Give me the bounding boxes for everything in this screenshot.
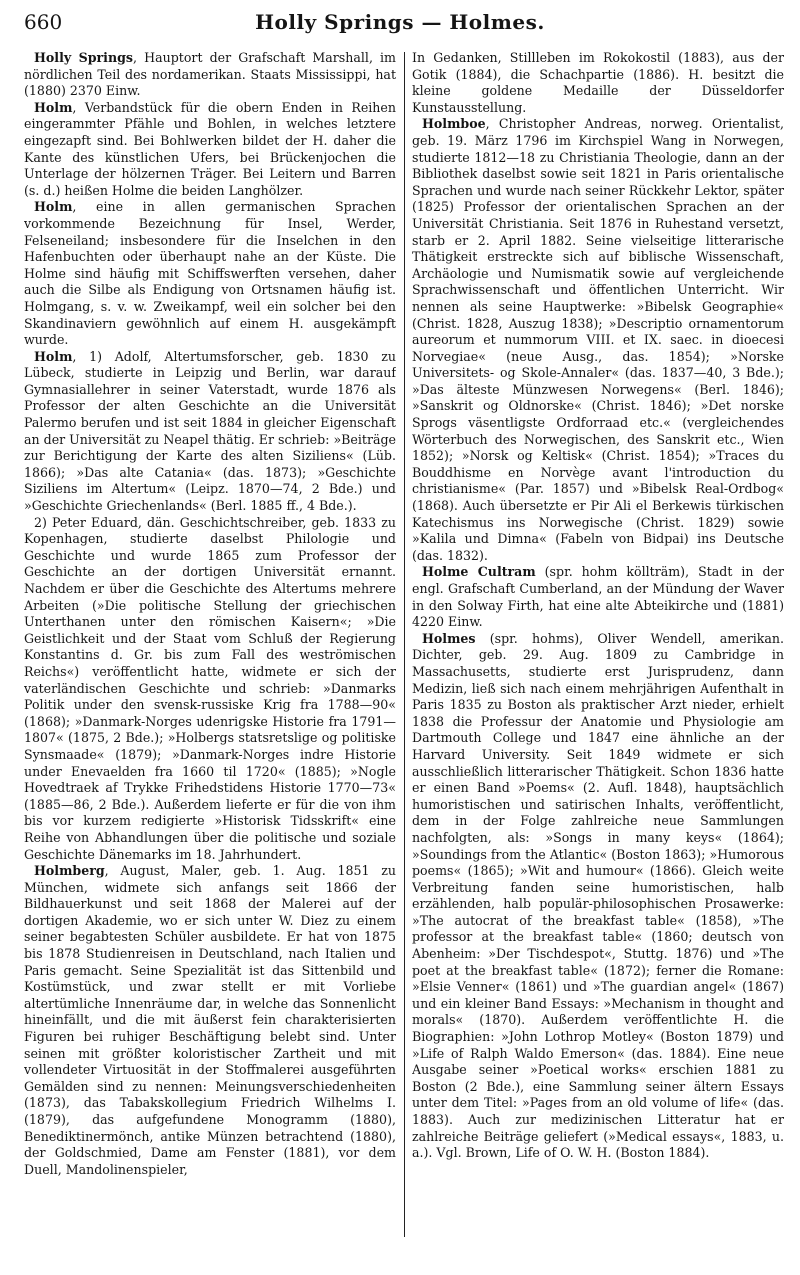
- entry: [24, 100, 396, 200]
- entry-text: (spr. hohms), Oliver Wendell, amerikan. Dichter, geb. 29. Aug. 1809 zu Cambridge in Massachusetts, studierte erst Jurisprudenz, dann Medizin, ließ sich nach einem mehrjährigen Aufenthalt in Paris 1835 zu Boston als praktischer Arzt nieder, erhielt 1838 die Professur der Anatomie und Physiologie am Dartmouth College und 1847 eine ähnliche an der Harvard University. Seit 1849 widmete er sich ausschließlich litterarischer Thätigkeit. Schon 1836 hatte er einen Band »Poems« (2. Aufl. 1848), hauptsächlich humoristischen und satirischen Inhalts, veröffentlicht, dem in der Folge zahlreiche neue Sammlungen nachfolgten, als: »Songs in many keys« (1864); »Soundings from the Atlantic« (Boston 1863); »Humorous poems« (1865); »Wit and humour« (1866). Gleich weite Verbreitung fanden seine humoristischen, halb erzählenden, halb populär-philosophischen Prosawerke: »The autocrat of the breakfast table« (1858), »The professor at the breakfast table« (1860; deutsch von Abenheim: »Der Tischdespot«, Stuttg. 1876) und »The poet at the breakfast table« (1872); ferner die Romane: »Elsie Venner« (1861) und »The guardian angel« (1867) und ein kleiner Band Essays: »Mechanism in thought and morals« (1870). Außerdem veröffentlichte H. die Biographien: »John Lothrop Motley« (Boston 1879) und »Life of Ralph Waldo Emerson« (das. 1884). Eine neue Ausgabe seiner »Poetical works« erschien 1881 zu Boston (2 Bde.), eine Sammlung seiner ältern Essays unter dem Titel: »Pages from an old volume of life« (das. 1883). Auch zur medizinischen Litteratur hat er zahlreiche Beiträge geliefert (»Medical essays«, 1883, u. a.). Vgl. Brown, Life of O. W. H. (Boston 1884).: [412, 630, 784, 1161]
- entry: [412, 564, 784, 630]
- entry-text: (spr. hohm köllträm), Stadt in der engl. Grafschaft Cumberland, an der Mündung der Waver in den Solway Firth, hat eine alte Abteikirche und (1881) 4220 Einw.: [412, 564, 784, 630]
- entry: [24, 515, 396, 863]
- column-divider: [404, 52, 405, 1237]
- entry-text: , eine in allen germanischen Sprachen vorkommende Bezeichnung für Insel, Werder, Felseneiland; insbesondere für die Inselchen in den Hafenbuchten oder überhaupt nahe an der Küste. Die Holme sind häufig mit Schiffswerften versehen, daher auch die Silbe als Endigung von Ortsnamen häufig ist. Holmgang, s. v. w. Zweikampf, weil ein solcher bei den Skandinaviern gewöhnlich auf einem H. ausgekämpft wurde.: [24, 199, 396, 348]
- entry-text: , August, Maler, geb. 1. Aug. 1851 zu München, widmete sich anfangs seit 1866 der Bildhauerkunst und seit 1868 der Malerei auf der dortigen Akademie, wo er sich unter W. Diez zu einem seiner begabtesten Schüler ausbildete. Er hat von 1875 bis 1878 Studienreisen in Deutschland, nach Italien und Paris gemacht. Seine Spezialität ist das Sittenbild und Kostümstück, und zwar stellt er mit Vorliebe altertümliche Innenräume dar, in welche das Sonnenlicht hineinfällt, und die mit äußerst fein charakterisierten Figuren bei ruhiger Beschäftigung belebt sind. Unter seinen mit größter koloristischer Zartheit und mit vollendeter Virtuosität in der Stoffmalerei ausgeführten Gemälden sind zu nennen: Meinungsverschiedenheiten (1873), das Tabakskollegium Friedrich Wilhelms I. (1879), das aufgefundene Monogramm (1880), Benediktinermönch, antike Münzen betrachtend (1880), der Goldschmied, Dame am Fenster (1881), vor dem Duell, Mandolinenspieler,: [24, 863, 396, 1177]
- entry: [412, 631, 784, 1162]
- entry: [412, 116, 784, 564]
- entry-headword: Holmberg: [34, 863, 105, 879]
- entry-text: , Christopher Andreas, norweg. Orientalist, geb. 19. März 1796 im Kirchspiel Wang in Norwegen, studierte 1812—18 zu Christiania Theologie, dann an der Bibliothek daselbst sowie seit 1821 in Paris orientalische Sprachen und wurde nach seiner Rückkehr Lektor, später (1825) Professor der orientalischen Sprachen an der Universität Christiania. Seit 1876 in Ruhestand versetzt, starb er 2. April 1882. Seine vielseitige litterarische Thätigkeit erstreckte sich auf biblische Wissenschaft, Archäologie und Numismatik sowie auf vergleichende Sprachwissenschaft und öffentlichen Unterricht. Wir nennen als seine Hauptwerke: »Bibelsk Geographie« (Christ. 1828, Auszug 1838); »Descriptio ornamentorum aureorum et nummorum VIII. et IX. saec. in dioecesi Norvegiae« (neue Ausg., das. 1854); »Norske Universitets- og Skole-Annaler« (das. 1837—40, 3 Bde.); »Das älteste Münzwesen Norwegens« (Berl. 1846); »Sanskrit og Oldnorske« (Christ. 1846); »Det norske Sprogs väsentligste Ordforraad etc.« (vergleichendes Wörterbuch des Norwegischen, des Sanskrit etc., Wien 1852); »Norsk og Keltisk« (Christ. 1854); »Traces du Bouddhisme en Norvège avant l'introduction du christianisme« (Par. 1857) und »Bibelsk Real-Ordbog« (1868). Auch übersetzte er Pir Ali el Berkewis türkischen Katechismus ins Norwegische (Christ. 1829) sowie »Kalila und Dimna« (Fabeln von Bidpai) ins Deutsche (das. 1832).: [412, 116, 784, 563]
- entry-headword: Holmboe: [422, 116, 486, 132]
- entry-headword: Holm: [34, 199, 73, 215]
- entry-text: , Hauptort der Grafschaft Marshall, im nördlichen Teil des nordamerikan. Staats Mississippi, hat (1880) 2370 Einw.: [24, 50, 396, 99]
- right-column: [412, 50, 784, 1162]
- entry-text: , 1) Adolf, Altertumsforscher, geb. 1830 zu Lübeck, studierte in Leipzig und Berlin, war darauf Gymnasiallehrer in seiner Vaterstadt, wurde 1876 als Professor der alten Geschichte an die Universität Palermo berufen und ist seit 1884 in gleicher Eigenschaft an der Universität zu Neapel thätig. Er schrieb: »Beiträge zur Berichtigung der Karte des alten Siziliens« (Lüb. 1866); »Das alte Catania« (das. 1873); »Geschichte Siziliens im Altertum« (Leipz. 1870—74, 2 Bde.) und »Geschichte Griechenlands« (Berl. 1885 ff., 4 Bde.).: [24, 348, 396, 514]
- running-head: Holly Springs — Holmes.: [255, 10, 545, 34]
- entry-headword: Holm: [34, 99, 73, 115]
- entry-text: 2) Peter Eduard, dän. Geschichtschreiber, geb. 1833 zu Kopenhagen, studierte daselbst Philologie und Geschichte und wurde 1865 zum Professor der Geschichte an der dortigen Universität ernannt. Nachdem er über die Geschichte des Altertums mehrere Arbeiten (»Die politische Stellung der griechischen Unterthanen unter den römischen Kaisern«; »Die Geistlichkeit und der Staat vom Schluß der Regierung Konstantins d. Gr. bis zum Fall des weströmischen Reichs«) veröffentlicht hatte, widmete er sich der vaterländischen Geschichte und schrieb: »Danmarks Politik under den svensk-russiske Krig fra 1788—90« (1868); »Danmark-Norges udenrigske Historie fra 1791—1807« (1875, 2 Bde.); »Holbergs statsretslige og politiske Synsmaade« (1879); »Danmark-Norges indre Historie under Enevaelden fra 1660 til 1720« (1885); »Nogle Hovedtraek af Trykke Frihedstidens Historie 1770—73« (1885—86, 2 Bde.). Außerdem lieferte er für die von ihm bis vor kurzem redigierte »Historisk Tidsskrift« eine Reihe von Abhandlungen über die politische und soziale Geschichte Dänemarks im 18. Jahrhundert.: [24, 514, 396, 862]
- entry: [24, 863, 396, 1178]
- entry-headword: Holmes: [422, 630, 476, 646]
- entry-headword: Holm: [34, 348, 73, 364]
- entry: [24, 199, 396, 348]
- entry-text: , Verbandstück für die obern Enden in Reihen eingerammter Pfähle und Bohlen, in welches letztere eingezapft sind. Bei Bohlwerken bildet der H. daher die Kante des künstlichen Ufers, bei Brückenjochen die Unterlage der hölzernen Träger. Bei Leitern und Barren (s. d.) heißen Holme die beiden Langhölzer.: [24, 99, 396, 198]
- entry: [412, 50, 784, 116]
- entry: [24, 50, 396, 100]
- entry-headword: Holly Springs: [34, 50, 134, 65]
- page-header: [24, 10, 776, 38]
- entry-text: In Gedanken, Stillleben im Rokokostil (1883), aus der Gotik (1884), die Schachpartie (1886). H. besitzt die kleine goldene Medaille der Düsseldorfer Kunstausstellung.: [412, 50, 784, 115]
- left-column: [24, 50, 396, 1178]
- entry: [24, 349, 396, 515]
- page-number: 660: [24, 10, 63, 34]
- entry-headword: Holme Cultram: [422, 564, 536, 580]
